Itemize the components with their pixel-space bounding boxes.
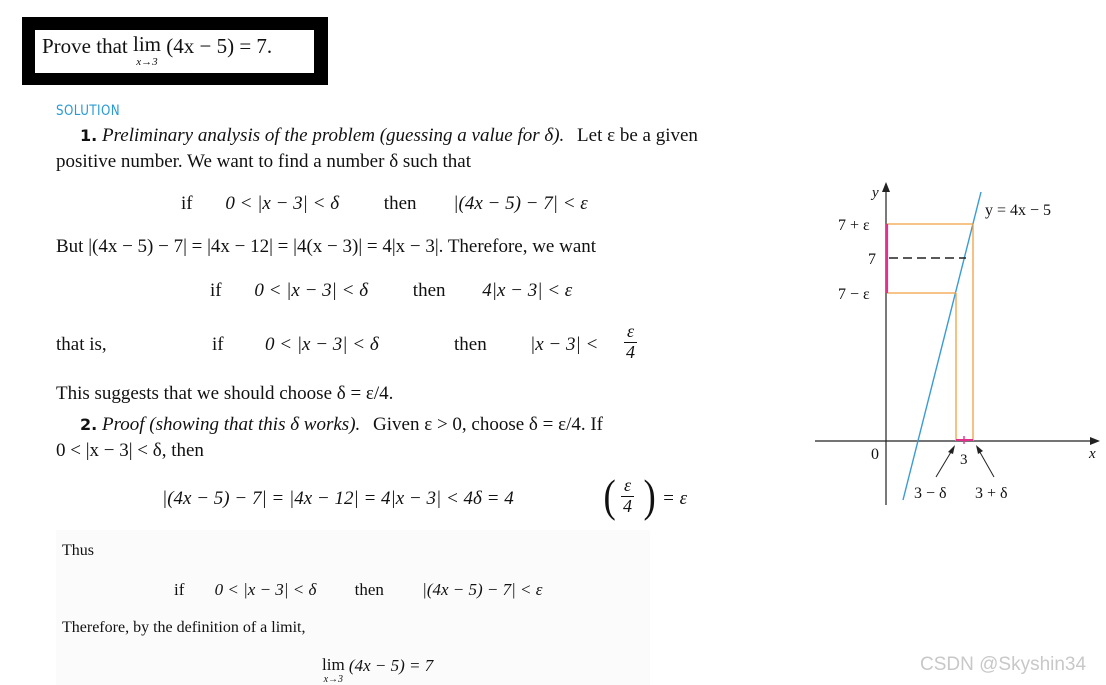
watermark: CSDN @Skyshin34 [920, 654, 1087, 675]
label-7-plus-eps: 7 + ε [838, 217, 870, 234]
label-7-minus-eps: 7 − ε [838, 286, 870, 303]
display4-result: |(4x − 5) − 7| < ε [422, 580, 543, 599]
label-3-minus-delta: 3 − δ [914, 485, 947, 502]
display3-if: if [212, 334, 224, 355]
y-axis-arrow [882, 182, 890, 192]
problem-statement [42, 34, 272, 68]
right-paren: ) [643, 470, 656, 521]
fraction-numerator: ε [621, 476, 634, 497]
problem-box-inner [35, 30, 314, 73]
pointer-3-minus-head [948, 445, 955, 454]
display4-if: if [174, 580, 185, 599]
display1-if: if [181, 193, 193, 214]
lim-word: lim [322, 655, 345, 674]
display2-if: if [210, 280, 222, 301]
fraction-denominator: 4 [623, 495, 632, 516]
display4-then: then [354, 580, 384, 599]
problem-expression: (4x − 5) = 7. [166, 34, 273, 58]
solution-heading: SOLUTION [56, 103, 121, 119]
display2-cond: 0 < |x − 3| < δ [254, 280, 369, 301]
final-expression: (4x − 5) = 7 [348, 656, 434, 675]
y-axis-label: y [872, 185, 879, 201]
lim-subscript: x→3 [323, 674, 344, 685]
step2-display-right: = ε [662, 488, 688, 509]
epsilon-delta-graph [810, 180, 1106, 510]
display3-lead: that is, [56, 334, 107, 355]
step2-text-b: 0 < |x − 3| < δ, then [56, 440, 204, 461]
step2-display-left: |(4x − 5) − 7| = |4x − 12| = 4|x − 3| < 4δ = 4 [162, 488, 514, 509]
display1-result: |(4x − 5) − 7| < ε [453, 193, 588, 214]
display3-cond: 0 < |x − 3| < δ [265, 334, 379, 355]
lim-subscript: x→3 [136, 56, 158, 68]
problem-prefix: Prove that [42, 34, 128, 58]
lim-word: lim [132, 32, 161, 56]
display3-result: |x − 3| < [530, 334, 599, 355]
display1-cond: 0 < |x − 3| < δ [225, 193, 340, 214]
thus-label: Thus [62, 542, 94, 559]
display1-then: then [383, 193, 417, 214]
step2-number: 2. [80, 415, 98, 434]
therefore-line: Therefore, by the definition of a limit, [62, 619, 306, 636]
left-paren: ( [603, 470, 616, 521]
step1-number: 1. [80, 126, 98, 145]
display3-then: then [454, 334, 487, 355]
step2-display [162, 470, 702, 529]
label-7: 7 [868, 251, 876, 268]
x-axis-label: x [1089, 446, 1096, 462]
step1-text-a: Let ε be a given [577, 125, 698, 146]
step2-text-a: Given ε > 0, choose δ = ε/4. If [373, 414, 603, 435]
final-limit [322, 656, 433, 685]
but-line: But |(4x − 5) − 7| = |4x − 12| = |4(x − 3)| = 4|x − 3|. Therefore, we want [56, 236, 597, 257]
origin-label: 0 [871, 446, 879, 463]
fraction-denominator: 4 [626, 341, 635, 362]
display2-then: then [412, 280, 446, 301]
display2 [210, 280, 572, 302]
display1 [181, 193, 588, 215]
step1-text-b: positive number. We want to find a number δ such that [56, 151, 471, 172]
problem-box [22, 17, 328, 85]
function-line [903, 192, 981, 500]
label-3: 3 [960, 452, 968, 468]
display4-cond: 0 < |x − 3| < δ [214, 580, 317, 599]
step2-title: Proof (showing that this δ works). [101, 414, 361, 435]
suggest-line: This suggests that we should choose δ = ε/4. [56, 383, 394, 404]
display4 [174, 580, 542, 600]
step1-title: Preliminary analysis of the problem (guessing a value for δ). [101, 125, 565, 146]
problem-limit [133, 34, 161, 68]
step1-line1 [80, 125, 698, 147]
pointer-3-plus-head [976, 445, 983, 454]
label-3-plus-delta: 3 + δ [975, 485, 1008, 502]
curve-label: y = 4x − 5 [985, 202, 1052, 219]
display2-result: 4|x − 3| < ε [482, 280, 573, 301]
step2-fraction [621, 476, 634, 517]
display3-fraction [624, 322, 637, 363]
x-axis-arrow [1090, 437, 1100, 445]
final-lim [322, 656, 345, 685]
fraction-numerator: ε [624, 322, 637, 343]
step2-line1 [80, 414, 603, 436]
